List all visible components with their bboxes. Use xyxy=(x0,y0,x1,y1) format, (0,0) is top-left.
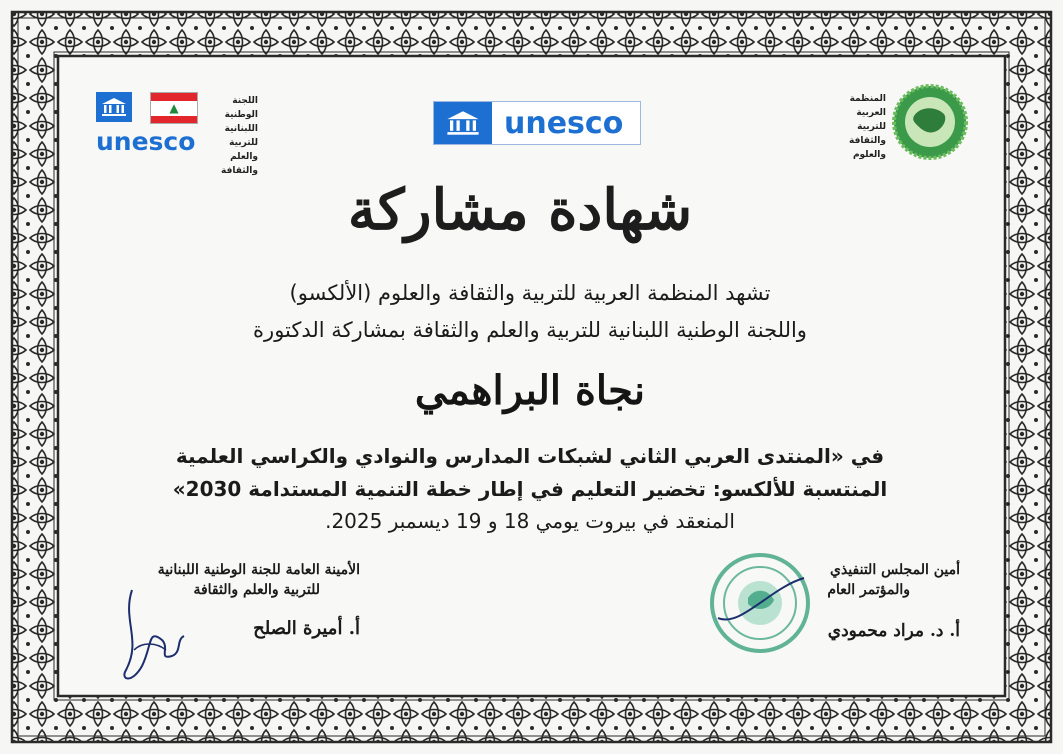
unesco-temple-icon xyxy=(96,92,132,122)
unesco-center-logo xyxy=(433,101,641,145)
unesco-wordmark-center: unesco xyxy=(504,105,624,141)
right-signatory-title: أمين المجلس التنفيذي والمؤتمر العام xyxy=(827,562,960,598)
unesco-temple-icon xyxy=(434,102,492,144)
body-line-5: المنعقد في بيروت يومي 18 و 19 ديسمبر 2025. xyxy=(325,509,735,533)
alecso-label: المنظمة العربية للتربية والثقافة والعلوم xyxy=(849,94,886,160)
alecso-emblem-icon xyxy=(892,84,968,160)
right-signatory-name: أ. د. مراد محمودي xyxy=(827,621,960,641)
recipient-name: نجاة البراهمي xyxy=(414,367,646,414)
body-line-4: المنتسبة للألكسو: تخضير التعليم في إطار خطة التنمية المستدامة 2030» xyxy=(172,477,888,501)
left-signatory-name: أ. أميرة الصلح xyxy=(253,618,360,639)
lebanese-commission-label: اللجنة الوطنية اللبنانية للتربية والعلم والثقافة xyxy=(221,96,258,176)
unesco-wordmark-left: unesco xyxy=(96,127,196,156)
left-signatory-title: الأمينة العامة للجنة الوطنية اللبنانية للتربية والعلم والثقافة xyxy=(157,562,360,598)
left-signature-scribble xyxy=(112,580,192,690)
body-line-2: واللجنة الوطنية اللبنانية للتربية والعلم والثقافة بمشاركة الدكتورة xyxy=(253,318,807,342)
lebanon-flag-icon: ▲ xyxy=(150,92,198,124)
body-line-3: في «المنتدى العربي الثاني لشبكات المدارس والنوادي والكراسي العلمية xyxy=(175,444,885,468)
body-line-1: تشهد المنظمة العربية للتربية والثقافة والعلوم (الألكسو) xyxy=(289,281,771,305)
certificate-title: شهادة مشاركة xyxy=(347,177,693,243)
